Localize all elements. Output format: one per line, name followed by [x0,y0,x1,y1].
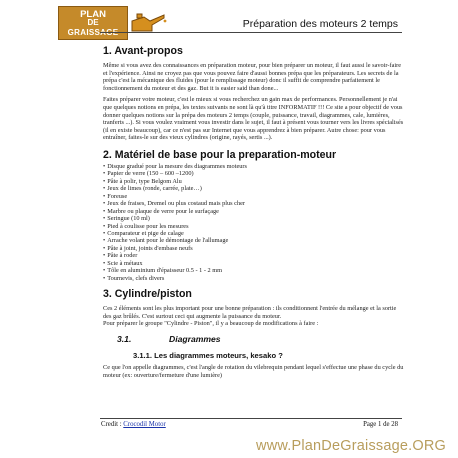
list-item: • Marbre ou plaque de verre pour le surfaçage [103,208,405,215]
watermark: www.PlanDeGraissage.ORG [256,438,446,454]
list-item: • Pâte à joint, joints d'embase neufs [103,245,405,252]
credit-label: Credit : [101,421,122,428]
credit-link[interactable]: Crocodil Motor [123,421,166,428]
subsubsection-heading: 3.1.1. Les diagrammes moteurs, kesako ? [133,350,283,360]
list-item: • Tournevis, clefs divers [103,275,405,282]
footer-credit [101,421,166,428]
list-item: • Disque gradué pour la mesure des diagrammes moteurs [103,163,405,170]
list-item: • Jeux de fraises, Dremel ou plus costaud mais plus cher [103,200,405,207]
subsection-number: 3.1. [117,333,132,344]
section-heading-cylindre-piston: 3. Cylindre/piston [103,288,192,301]
footer-divider [100,418,402,419]
list-item: • Papier de verre (150 – 600 –1200) [103,170,405,177]
document-header-title: Préparation des moteurs 2 temps [242,18,398,30]
list-item: • Pâte à polir, type Belgom Alu [103,178,405,185]
logo-line-1: PLAN [80,9,106,20]
logo-badge [58,6,128,40]
list-item: • Jeux de limes (ronde, carrée, plate…) [103,185,405,192]
list-item: • Foreuse [103,193,405,200]
section-heading-avant-propos: 1. Avant-propos [103,45,183,57]
list-item: • Arrache volant pour le démontage de l'allumage [103,237,405,244]
paragraph: Pour préparer le groupe "Cylindre - Piston", il y a beaucoup de modifications à faire : [103,320,319,328]
subsection-heading-diagrammes [117,334,405,344]
list-item: • Pâte à roder [103,252,405,259]
list-item: • Comparateur et pige de calage [103,230,405,237]
list-item: • Seringue (10 ml) [103,215,405,222]
header-divider [100,32,402,33]
paragraph: Faites préparer votre moteur, c'est le mieux si vous recherchez un gain max de performances. Personnellement je n'ai que quelques notions en prépa, les textes suivants ne sont là qu'à titre INFORMATIF !!! Ce site a pour objectif de vous donner quelques notions sur la prépa des moteurs 2 temps (couple, puissance, travail, diagrammes, cale, lumières, tranferts ...). Si vous voulez vraiment vous investir dans le sujet, il faut à présent vous tourner vers les livres spécialisés (il en existe beaucoup), car ce n'est pas sur Internet que vous apprendrez à bien préparer. Autre chose: pour vous entraîner, faites-le sur des vieux cylindres (origine, rayés, sertis ...). [103,96,404,142]
logo-line-3: GRAISSAGE [67,28,119,37]
plan-de-graissage-logo [58,6,170,40]
paragraph: Même si vous avez des connaissances en préparation moteur, pour bien préparer un moteur, il faut aussi le savoir-faire et l'expérience. Ainsi ne croyez pas que vous pouvez faire d'aussi bonnes prépa que les préparateurs. Les secrets de la prépa c'est la mécanique des fluides (pour le remplissage moteur) donc il suffit de comprendre parfaitement le fonctionnement du moteur et des gaz. But it is easier said than done... [103,62,402,92]
subsection-title: Diagrammes [169,333,221,344]
materials-list [103,163,405,282]
document-body [103,40,405,379]
page-number: Page 1 de 28 [363,421,398,428]
list-item: • Scie à métaux [103,260,405,267]
section-heading-materiel: 2. Matériel de base pour la preparation-moteur [103,148,337,161]
paragraph: Ces 2 éléments sont les plus important pour une bonne préparation : ils conditionnent l'entrée du mélange et la sortie des gaz brûlés. C'est surtout ceci qui augmente la puissance du moteur. [103,305,397,320]
list-item: • Pied à coulisse pour les mesures [103,223,405,230]
paragraph: Ce que l'on appelle diagrammes, c'est l'angle de rotation du vilebrequin pendant lequel s'effectue une phase du cycle du moteur (ex: ouverture/fermeture d'une lumière) [103,363,404,379]
list-item: • Tôle en aluminium d'épaisseur 0.5 - 1 - 2 mm [103,267,405,274]
logo-line-2: DE [87,18,99,27]
